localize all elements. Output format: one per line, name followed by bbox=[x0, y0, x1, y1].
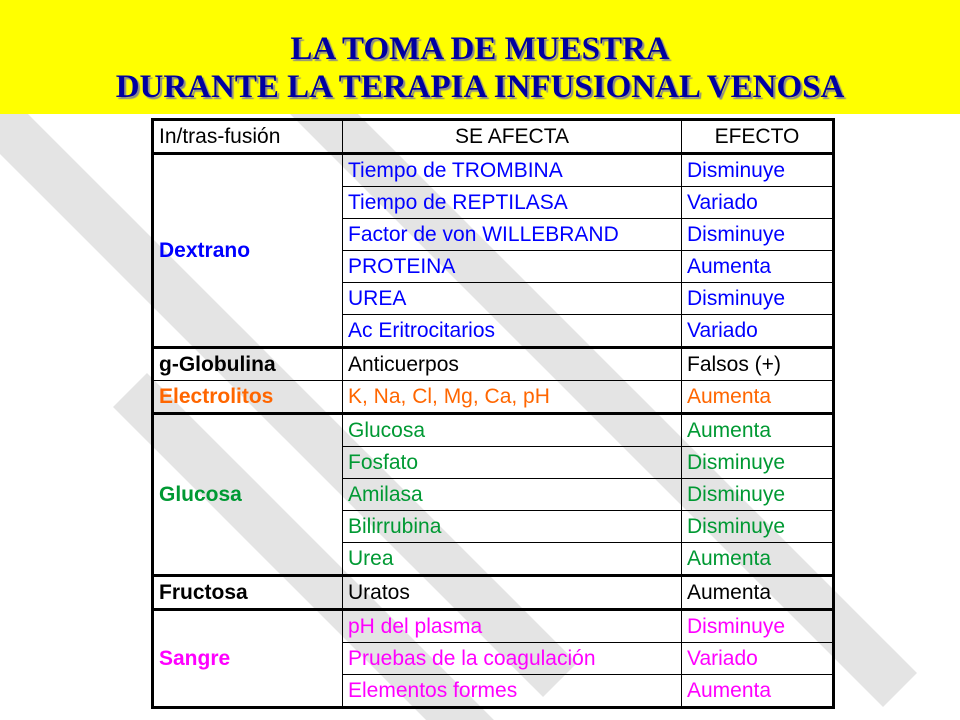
agent-cell-electrolitos: Electrolitos bbox=[153, 381, 343, 414]
table-row bbox=[153, 610, 834, 643]
agent-cell-glucosa bbox=[153, 414, 343, 576]
affects-cell: Pruebas de la coagulación bbox=[343, 643, 682, 675]
effect-cell: Disminuye bbox=[682, 283, 834, 315]
title-line-2: DURANTE LA TERAPIA INFUSIONAL VENOSA bbox=[115, 69, 845, 105]
affects-cell: K, Na, Cl, Mg, Ca, pH bbox=[343, 381, 682, 414]
affects-cell: Ac Eritrocitarios bbox=[343, 315, 682, 348]
affects-cell: Glucosa bbox=[343, 414, 682, 447]
header-effect: EFECTO bbox=[682, 120, 834, 154]
agent-label-glucosa: Glucosa bbox=[159, 483, 242, 506]
table-row bbox=[153, 348, 834, 381]
header-affects: SE AFECTA bbox=[343, 120, 682, 154]
effect-cell: Aumenta bbox=[682, 576, 834, 610]
agent-cell-g-globulina: g-Globulina bbox=[153, 348, 343, 381]
affects-cell: Factor de von WILLEBRAND bbox=[343, 219, 682, 251]
affects-cell: PROTEINA bbox=[343, 251, 682, 283]
table-row bbox=[153, 154, 834, 187]
effect-cell: Disminuye bbox=[682, 610, 834, 643]
agent-cell-dextrano bbox=[153, 154, 343, 348]
agent-cell-fructosa: Fructosa bbox=[153, 576, 343, 610]
affects-cell: Elementos formes bbox=[343, 675, 682, 708]
agent-label-sangre: Sangre bbox=[159, 647, 231, 670]
effect-cell: Variado bbox=[682, 187, 834, 219]
effect-cell: Disminuye bbox=[682, 219, 834, 251]
effect-cell: Aumenta bbox=[682, 381, 834, 414]
affects-cell: Urea bbox=[343, 543, 682, 576]
table-header-row bbox=[153, 120, 834, 154]
effect-cell: Disminuye bbox=[682, 479, 834, 511]
effect-cell: Disminuye bbox=[682, 447, 834, 479]
affects-cell: Amilasa bbox=[343, 479, 682, 511]
effect-cell: Variado bbox=[682, 643, 834, 675]
agent-label-dextrano: Dextrano bbox=[159, 239, 251, 262]
affects-cell: UREA bbox=[343, 283, 682, 315]
effect-cell: Aumenta bbox=[682, 543, 834, 576]
infusion-effects-table bbox=[151, 118, 835, 709]
affects-cell: Bilirrubina bbox=[343, 511, 682, 543]
agent-cell-sangre bbox=[153, 610, 343, 708]
affects-cell: Tiempo de TROMBINA bbox=[343, 154, 682, 187]
table-row bbox=[153, 414, 834, 447]
effect-cell: Variado bbox=[682, 315, 834, 348]
affects-cell: Tiempo de REPTILASA bbox=[343, 187, 682, 219]
affects-cell: Fosfato bbox=[343, 447, 682, 479]
title-banner bbox=[0, 0, 960, 114]
header-agent: In/tras-fusión bbox=[153, 120, 343, 154]
effect-cell: Aumenta bbox=[682, 414, 834, 447]
table-row bbox=[153, 381, 834, 414]
effect-cell: Falsos (+) bbox=[682, 348, 834, 381]
effect-cell: Disminuye bbox=[682, 154, 834, 187]
affects-cell: Uratos bbox=[343, 576, 682, 610]
effect-cell: Disminuye bbox=[682, 511, 834, 543]
effect-cell: Aumenta bbox=[682, 251, 834, 283]
title-line-1: LA TOMA DE MUESTRA bbox=[290, 31, 670, 67]
affects-cell: Anticuerpos bbox=[343, 348, 682, 381]
affects-cell: pH del plasma bbox=[343, 610, 682, 643]
table-row bbox=[153, 576, 834, 610]
effect-cell: Aumenta bbox=[682, 675, 834, 708]
